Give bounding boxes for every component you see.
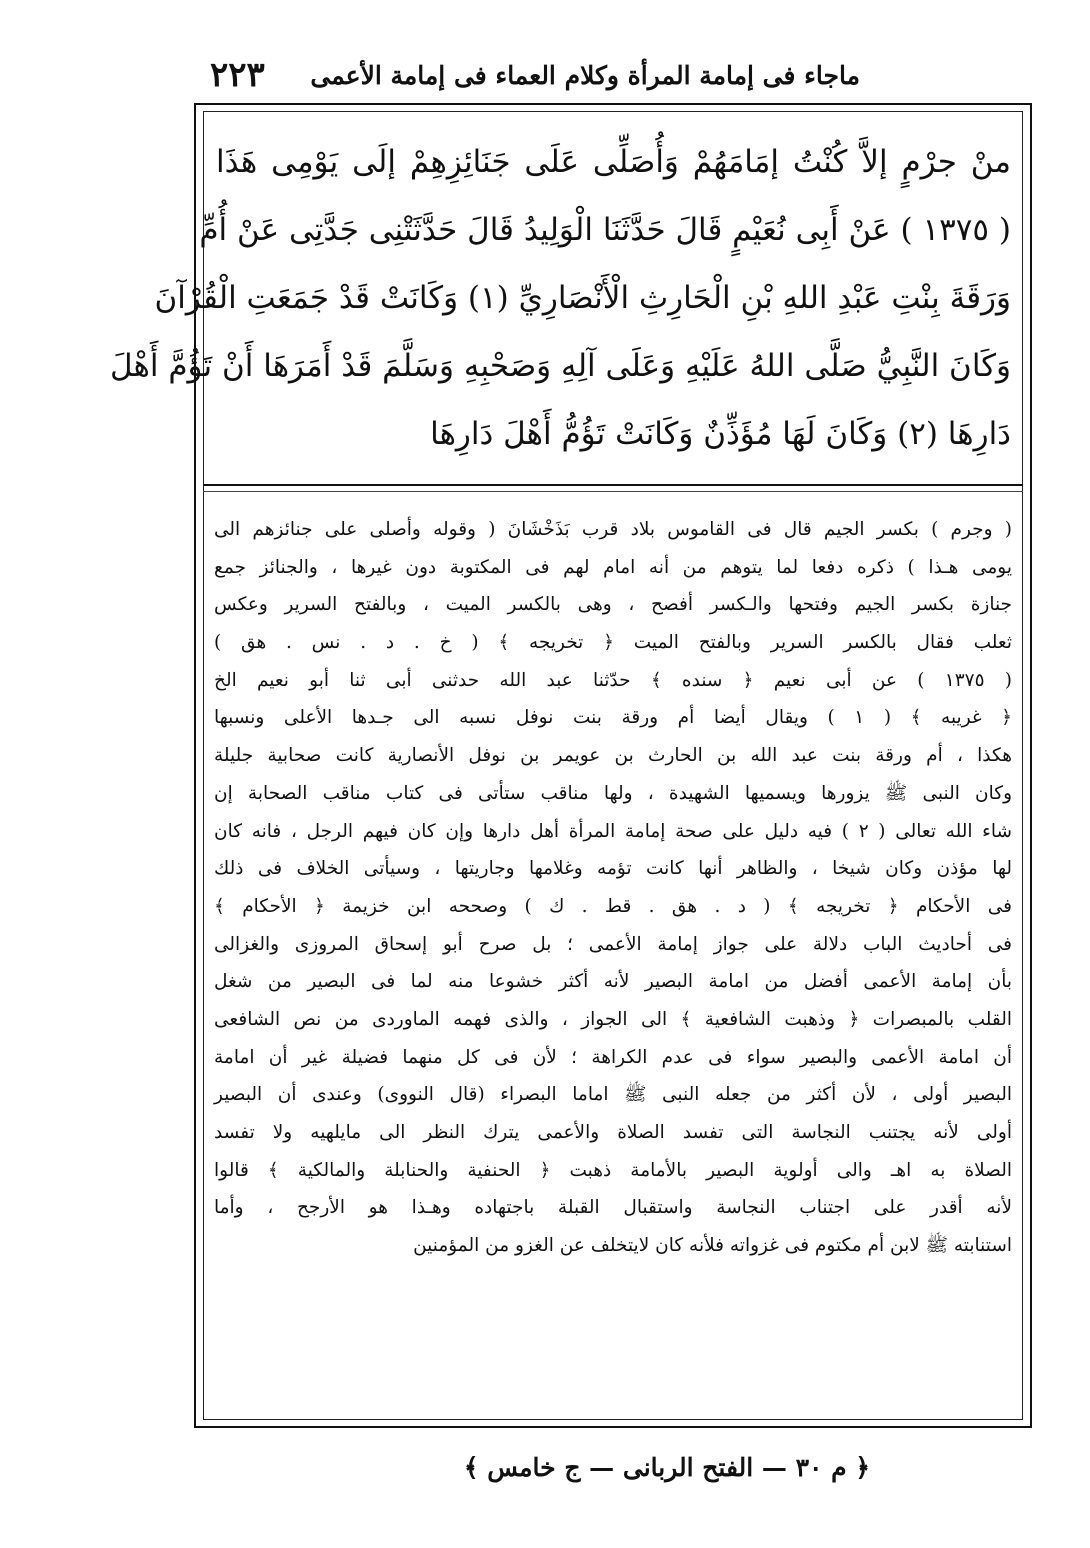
commentary-line: ثعلب فقال بالكسر السرير وبالفتح الميت ﴿ تخريجه ﴾ ( خ . د . نس . هق ) bbox=[214, 632, 1012, 654]
commentary-line: ﴿ غريبه ﴾ ( ١ ) ويقال أيضا أم ورقة بنت نوفل نسبه الى جـدها الأعلى ونسبها bbox=[214, 707, 1012, 729]
commentary-line: وكان النبى ﷺ يزورها ويسميها الشهيدة ، ولها مناقب ستأتى فى كتاب مناقب الصحابة إن bbox=[214, 782, 1012, 804]
hadith-text bbox=[110, 128, 1011, 480]
commentary-line: ( وجرم ) بكسر الجيم قال فى القاموس بلاد قرب بَذَخْشَانَ ( وقوله وأصلى على جنائزهم الى bbox=[214, 519, 1012, 540]
commentary-line: لأنه أقدر على اجتناب النجاسة واستقبال القبلة باجتهاده وهـذا هو الأرجح ، وأما bbox=[214, 1197, 1012, 1219]
commentary-line: أولى لأنه يجتنب النجاسة التى تفسد الصلاة والأعمى يترك النظر الى مايلهيه ولا تفسد bbox=[214, 1122, 1012, 1143]
commentary-line: لها مؤذن وكان شيخا ، والظاهر أنها كانت تؤمه وغلامها وجاريتها ، وسيأتى الخلاف فى ذلك bbox=[214, 858, 1012, 880]
commentary-line: البصير أولى ، لأن أكثر من جعله النبى ﷺ اماما البصراء (قال النووى) وعندى أن البصير bbox=[214, 1084, 1012, 1106]
hadith-line: دَارِهَا (٢) وَكَانَ لَهَا مُؤَذِّنٌ وَكَانَتْ تَؤُمُّ أَهْلَ دَارِهَا bbox=[430, 416, 1011, 452]
commentary-line: أن امامة الأعمى والبصير سواء فى عدم الكراهة ؛ لأن فى كل منهما فضيلة غير أن امامة bbox=[214, 1046, 1012, 1068]
commentary-line: بأن إمامة الأعمى أفضل من امامة البصير لأنه أكثر خشوعا منه لما فى البصير من شغل bbox=[214, 971, 1012, 993]
commentary-text bbox=[214, 511, 1012, 1411]
commentary-line: فى أحاديث الباب دلالة على جواز إمامة الأعمى ؛ بل صرح أبو إسحاق المروزى والغزالى bbox=[214, 933, 1012, 955]
page-footer-signature: ﴿ م ٣٠ — الفتح الربانى — ج خامس ﴾ bbox=[463, 1453, 870, 1482]
page-title: ماجاء فى إمامة المرأة وكلام العماء فى إمامة الأعمى bbox=[310, 61, 860, 90]
commentary-line: استنابته ﷺ لابن أم مكتوم فى غزواته فلأنه كان لايتخلف عن الغزو من المؤمنين bbox=[413, 1235, 1012, 1257]
commentary-line: جنازة بكسر الجيم وفتحها والـكسر أفصح ، وهى بالكسر الميت ، وبالفتح السرير وعكس bbox=[214, 594, 1012, 616]
commentary-line: هكذا ، أم ورقة بنت عبد الله بن الحارث بن عويمر بن نوفل الأنصارية كانت صحابية جليلة bbox=[214, 745, 1012, 767]
hadith-line: وَرَقَةَ بِنْتِ عَبْدِ اللهِ بْنِ الْحَارِثِ الْأَنْصَارِيِّ (١) وَكَانَتْ قَدْ جَمَعَتِ الْقُرْآنَ bbox=[154, 280, 1011, 316]
commentary-line: فى الأحكام ﴿ تخريجه ﴾ ( د . هق . قط . ك ) وصححه ابن خزيمة ﴿ الأحكام ﴾ bbox=[214, 895, 1012, 917]
commentary-line: يومى هـذا ) ذكره دفعا لما يتوهم من أنه امام لهم فى المكتوبة دون غيرها ، والجنائز جمع bbox=[214, 556, 1012, 578]
commentary-line: الصلاة به اهـ والى أولوية البصير بالأمامة ذهبت ﴿ الحنفية والحنابلة والمالكية ﴾ قالوا bbox=[214, 1159, 1012, 1181]
page-number: ٢٢٣ bbox=[210, 55, 265, 95]
page-header bbox=[210, 55, 860, 105]
commentary-line: ( ١٣٧٥ ) عن أبى نعيم ﴿ سنده ﴾ حدّثنا عبد الله حدثنى أبى ثنا أبو نعيم الخ bbox=[214, 669, 1012, 691]
commentary-line: شاء الله تعالى ( ٢ ) فيه دليل على صحة إمامة المرأة أهل دارها وإن كان فيهم الرجل ، فانه كان bbox=[214, 820, 1012, 842]
hadith-line: ( ١٣٧٥ ) عَنْ أَبِى نُعَيْمٍ قَالَ حَدَّثَنَا الْوَلِيدُ قَالَ حَدَّثَتْنِى جَدَّتِى عَنْ أُمِّ bbox=[199, 212, 1011, 248]
hadith-line: وَكَانَ النَّبِيُّ صَلَّى اللهُ عَلَيْهِ وَعَلَى آلِهِ وَصَحْبِهِ وَسَلَّمَ قَدْ أَمَرَهَا أَنْ تَؤُمَّ أَهْلَ bbox=[110, 348, 1011, 384]
section-divider bbox=[203, 484, 1023, 492]
hadith-line: منْ جرْمٍ إلاَّ كُنْتُ إمَامَهُمْ وَأُصَلِّى عَلَى جَنَائِزِهِمْ إلَى يَوْمِى هَذَا bbox=[216, 144, 1011, 180]
commentary-line: القلب بالمبصرات ﴿ وذهبت الشافعية ﴾ الى الجواز ، والذى فهمه الماوردى من نص الشافعى bbox=[214, 1008, 1012, 1030]
